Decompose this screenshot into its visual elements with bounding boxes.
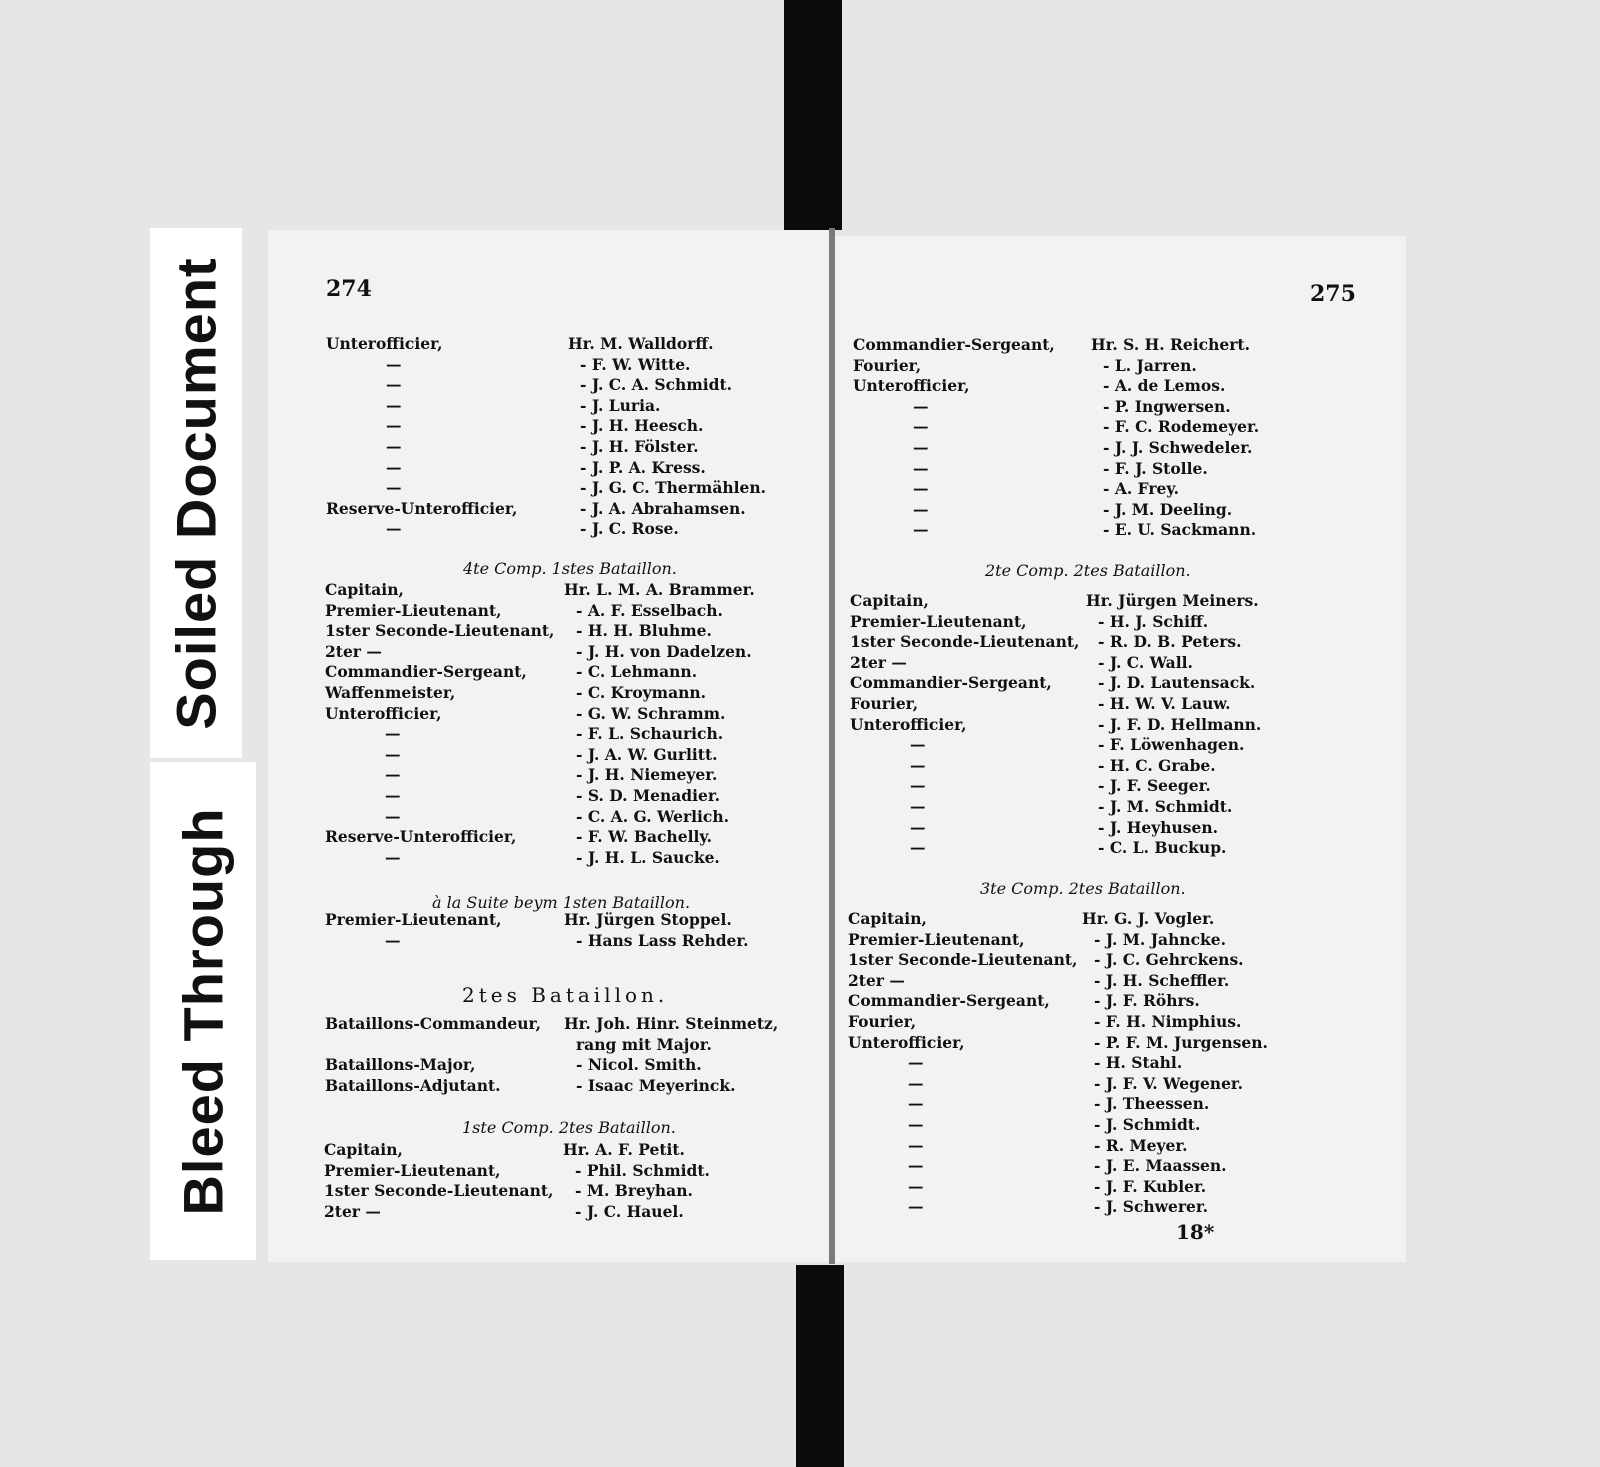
roster-rank: Premier-Lieutenant, xyxy=(848,930,1025,949)
roster-row xyxy=(326,355,786,375)
roster-row xyxy=(325,1076,785,1096)
roster-row xyxy=(324,1181,784,1201)
roster-rank: — xyxy=(913,417,929,436)
label-soiled-text: Soiled Document xyxy=(164,256,228,730)
heading-suite: à la Suite beym 1sten Bataillon. xyxy=(432,893,691,912)
roster-rank: Reserve-Unterofficier, xyxy=(326,499,518,518)
roster-rank: 1ster Seconde-Lieutenant, xyxy=(848,950,1078,969)
roster-rank: 2ter — xyxy=(848,971,905,990)
roster-name: - H. C. Grabe. xyxy=(1098,756,1216,775)
roster-row xyxy=(853,438,1313,458)
roster-rank: — xyxy=(908,1156,924,1175)
roster-name: - Hans Lass Rehder. xyxy=(576,931,749,950)
roster-row xyxy=(848,1074,1308,1094)
roster-name: - P. F. M. Jurgensen. xyxy=(1094,1033,1268,1052)
roster-rank: — xyxy=(385,931,401,950)
roster-name: - F. H. Nimphius. xyxy=(1094,1012,1242,1031)
roster-rank: — xyxy=(913,459,929,478)
roster-name: - J. F. Seeger. xyxy=(1098,776,1211,795)
roster-row xyxy=(325,683,785,703)
roster-rank: Unterofficier, xyxy=(325,704,442,723)
roster-row xyxy=(848,909,1308,929)
signature-mark: 18* xyxy=(1176,1220,1215,1244)
roster-rank: — xyxy=(908,1053,924,1072)
roster-rank: Commandier-Sergeant, xyxy=(848,991,1050,1010)
roster-rank: — xyxy=(386,375,402,394)
roster-row xyxy=(326,458,786,478)
roster-rank: — xyxy=(910,756,926,775)
roster-name: - H. H. Bluhme. xyxy=(576,621,712,640)
roster-row xyxy=(325,1055,785,1075)
roster-name: - J. A. W. Gurlitt. xyxy=(576,745,718,764)
roster-row xyxy=(325,827,785,847)
roster-name: Hr. S. H. Reichert. xyxy=(1091,335,1250,354)
roster-row xyxy=(848,1156,1308,1176)
roster-name: - P. Ingwersen. xyxy=(1103,397,1231,416)
roster-rank: — xyxy=(386,355,402,374)
roster-row xyxy=(850,612,1310,632)
heading-3te-comp: 3te Comp. 2tes Bataillon. xyxy=(980,879,1186,898)
roster-name: - J. Schwerer. xyxy=(1094,1197,1209,1216)
roster-row xyxy=(848,1053,1308,1073)
roster-name: - R. Meyer. xyxy=(1094,1136,1188,1155)
roster-row xyxy=(850,715,1310,735)
roster-row xyxy=(850,632,1310,652)
roster-name: - C. A. G. Werlich. xyxy=(576,807,730,826)
roster-row xyxy=(326,478,786,498)
roster-row xyxy=(324,1140,784,1160)
roster-rank: Unterofficier, xyxy=(326,334,443,353)
roster-name: - M. Breyhan. xyxy=(575,1181,693,1200)
roster-row xyxy=(848,950,1308,970)
roster-row xyxy=(325,745,785,765)
roster-row xyxy=(325,765,785,785)
roster-row xyxy=(324,1161,784,1181)
binding-bar-top xyxy=(784,0,842,230)
roster-name: Hr. Jürgen Meiners. xyxy=(1086,591,1259,610)
roster-rank: Premier-Lieutenant, xyxy=(324,1161,501,1180)
roster-row xyxy=(325,642,785,662)
roster-rank: Fourier, xyxy=(848,1012,917,1031)
roster-row xyxy=(850,838,1310,858)
roster-name: - Phil. Schmidt. xyxy=(575,1161,710,1180)
roster-rank: Unterofficier, xyxy=(848,1033,965,1052)
roster-row xyxy=(325,931,785,951)
roster-rank: Unterofficier, xyxy=(853,376,970,395)
roster-name: - J. P. A. Kress. xyxy=(580,458,706,477)
roster-row xyxy=(325,601,785,621)
roster-name: - J. C. A. Schmidt. xyxy=(580,375,733,394)
roster-name: - J. A. Abrahamsen. xyxy=(580,499,746,518)
label-bleed-text: Bleed Through xyxy=(171,806,235,1216)
roster-row xyxy=(848,1136,1308,1156)
roster-row xyxy=(853,479,1313,499)
roster-rank: Bataillons-Adjutant. xyxy=(325,1076,501,1095)
roster-rank: Fourier, xyxy=(853,356,922,375)
roster-rank: Commandier-Sergeant, xyxy=(325,662,527,681)
roster-rank: 2ter — xyxy=(325,642,382,661)
roster-rank: — xyxy=(910,735,926,754)
roster-rank: 1ster Seconde-Lieutenant, xyxy=(850,632,1080,651)
roster-name: - J. H. Fölster. xyxy=(580,437,699,456)
roster-row xyxy=(324,1202,784,1222)
roster-name: - Nicol. Smith. xyxy=(576,1055,702,1074)
roster-rank: — xyxy=(385,724,401,743)
roster-row xyxy=(848,1177,1308,1197)
roster-name: - A. de Lemos. xyxy=(1103,376,1226,395)
roster-rank: — xyxy=(385,765,401,784)
roster-name: - J. F. D. Hellmann. xyxy=(1098,715,1262,734)
roster-rank: — xyxy=(908,1177,924,1196)
roster-row xyxy=(325,807,785,827)
roster-row xyxy=(325,786,785,806)
roster-rank: Premier-Lieutenant, xyxy=(325,910,502,929)
roster-rank: — xyxy=(386,437,402,456)
roster-row xyxy=(848,930,1308,950)
roster-name: - J. D. Lautensack. xyxy=(1098,673,1256,692)
roster-rank: Commandier-Sergeant, xyxy=(853,335,1055,354)
roster-rank: 1ster Seconde-Lieutenant, xyxy=(324,1181,554,1200)
roster-name: Hr. L. M. A. Brammer. xyxy=(564,580,755,599)
roster-name: - A. Frey. xyxy=(1103,479,1180,498)
roster-name: - J. E. Maassen. xyxy=(1094,1156,1227,1175)
roster-name: - Isaac Meyerinck. xyxy=(576,1076,736,1095)
roster-name: - J. M. Jahncke. xyxy=(1094,930,1227,949)
roster-rank: Capitain, xyxy=(324,1140,403,1159)
roster-row xyxy=(848,971,1308,991)
roster-rank: Capitain, xyxy=(850,591,929,610)
roster-row xyxy=(850,653,1310,673)
roster-name: - C. Kroymann. xyxy=(576,683,707,702)
roster-rank: Reserve-Unterofficier, xyxy=(325,827,517,846)
roster-name: Hr. Joh. Hinr. Steinmetz, xyxy=(564,1014,779,1033)
heading-2te-comp: 2te Comp. 2tes Bataillon. xyxy=(985,561,1191,580)
roster-name: - L. Jarren. xyxy=(1103,356,1197,375)
roster-name: - S. D. Menadier. xyxy=(576,786,721,805)
roster-rank: — xyxy=(385,745,401,764)
roster-name: - F. C. Rodemeyer. xyxy=(1103,417,1260,436)
roster-row xyxy=(325,724,785,744)
roster-rank: — xyxy=(386,519,402,538)
roster-rank: — xyxy=(908,1197,924,1216)
roster-rank: — xyxy=(385,848,401,867)
roster-row xyxy=(325,580,785,600)
roster-rank: — xyxy=(386,396,402,415)
roster-rank: 1ster Seconde-Lieutenant, xyxy=(325,621,555,640)
roster-row xyxy=(853,335,1313,355)
roster-row xyxy=(853,520,1313,540)
roster-rank: — xyxy=(913,438,929,457)
heading-1ste-comp: 1ste Comp. 2tes Bataillon. xyxy=(462,1118,676,1137)
heading-4te-comp: 4te Comp. 1stes Bataillon. xyxy=(463,559,677,578)
binding-bar-bottom xyxy=(796,1265,844,1467)
roster-name: Hr. Jürgen Stoppel. xyxy=(564,910,732,929)
roster-rank: Waffenmeister, xyxy=(325,683,456,702)
roster-rank: — xyxy=(913,520,929,539)
roster-rank: — xyxy=(910,818,926,837)
roster-row xyxy=(325,662,785,682)
roster-name: - J. M. Deeling. xyxy=(1103,500,1233,519)
roster-row xyxy=(326,519,786,539)
roster-rank: — xyxy=(385,786,401,805)
roster-rank: — xyxy=(385,807,401,826)
roster-name: - H. W. V. Lauw. xyxy=(1098,694,1231,713)
roster-name: - J. H. Heesch. xyxy=(580,416,704,435)
roster-rank: Fourier, xyxy=(850,694,919,713)
roster-row xyxy=(326,334,786,354)
roster-rank: — xyxy=(910,838,926,857)
roster-rank: — xyxy=(913,479,929,498)
roster-rank: — xyxy=(386,458,402,477)
roster-rank: Capitain, xyxy=(325,580,404,599)
roster-rank: — xyxy=(913,500,929,519)
roster-name: - A. F. Esselbach. xyxy=(576,601,723,620)
label-soiled-document xyxy=(150,228,242,758)
roster-row xyxy=(325,621,785,641)
roster-row xyxy=(848,991,1308,1011)
roster-name: - H. Stahl. xyxy=(1094,1053,1183,1072)
roster-rank: — xyxy=(910,776,926,795)
roster-name: - F. L. Schaurich. xyxy=(576,724,724,743)
roster-row xyxy=(848,1012,1308,1032)
roster-row xyxy=(853,500,1313,520)
roster-name: - J. G. C. Thermählen. xyxy=(580,478,767,497)
roster-row xyxy=(853,459,1313,479)
roster-row xyxy=(853,397,1313,417)
roster-row xyxy=(325,1014,785,1034)
roster-row xyxy=(326,396,786,416)
roster-name: - J. F. Kubler. xyxy=(1094,1177,1207,1196)
roster-name: - H. J. Schiff. xyxy=(1098,612,1209,631)
roster-name: - J. C. Wall. xyxy=(1098,653,1193,672)
label-bleed-through xyxy=(150,762,256,1260)
roster-rank: — xyxy=(386,478,402,497)
roster-name: - J. C. Hauel. xyxy=(575,1202,684,1221)
roster-name: - E. U. Sackmann. xyxy=(1103,520,1257,539)
roster-row xyxy=(850,591,1310,611)
roster-row xyxy=(325,848,785,868)
roster-name: Hr. M. Walldorff. xyxy=(568,334,714,353)
roster-name: - R. D. B. Peters. xyxy=(1098,632,1242,651)
roster-name: - J. H. L. Saucke. xyxy=(576,848,720,867)
roster-row xyxy=(850,673,1310,693)
roster-row xyxy=(325,1035,785,1055)
roster-row xyxy=(853,356,1313,376)
roster-rank: Unterofficier, xyxy=(850,715,967,734)
roster-rank: Premier-Lieutenant, xyxy=(325,601,502,620)
roster-row xyxy=(326,375,786,395)
roster-row xyxy=(326,437,786,457)
roster-rank: — xyxy=(908,1094,924,1113)
roster-name: - J. H. Niemeyer. xyxy=(576,765,718,784)
roster-name: - J. C. Rose. xyxy=(580,519,679,538)
roster-name: - C. Lehmann. xyxy=(576,662,698,681)
roster-row xyxy=(850,694,1310,714)
roster-name: - J. H. von Dadelzen. xyxy=(576,642,752,661)
roster-name: - J. M. Schmidt. xyxy=(1098,797,1233,816)
roster-row xyxy=(326,499,786,519)
roster-row xyxy=(848,1197,1308,1217)
roster-row xyxy=(850,818,1310,838)
roster-row xyxy=(850,735,1310,755)
roster-rank: Bataillons-Commandeur, xyxy=(325,1014,541,1033)
heading-2tes-bataillon: 2tes Bataillon. xyxy=(462,983,669,1007)
roster-row xyxy=(850,776,1310,796)
roster-name: - J. F. Röhrs. xyxy=(1094,991,1200,1010)
roster-name: - F. Löwenhagen. xyxy=(1098,735,1245,754)
roster-row xyxy=(848,1094,1308,1114)
roster-rank: — xyxy=(386,416,402,435)
roster-name: - J. H. Scheffler. xyxy=(1094,971,1230,990)
roster-name: - J. Heyhusen. xyxy=(1098,818,1219,837)
roster-name: - J. Schmidt. xyxy=(1094,1115,1201,1134)
roster-rank: 2ter — xyxy=(850,653,907,672)
roster-row xyxy=(850,756,1310,776)
roster-row xyxy=(853,376,1313,396)
roster-name: - J. Luria. xyxy=(580,396,661,415)
roster-row xyxy=(325,704,785,724)
roster-row xyxy=(326,416,786,436)
roster-row xyxy=(848,1115,1308,1135)
roster-rank: Capitain, xyxy=(848,909,927,928)
roster-rank: Premier-Lieutenant, xyxy=(850,612,1027,631)
page-number-right: 275 xyxy=(1310,281,1356,307)
roster-rank: — xyxy=(913,397,929,416)
roster-name: rang mit Major. xyxy=(576,1035,712,1054)
roster-name: - J. J. Schwedeler. xyxy=(1103,438,1253,457)
roster-rank: 2ter — xyxy=(324,1202,381,1221)
roster-rank: — xyxy=(908,1074,924,1093)
roster-row xyxy=(325,910,785,930)
roster-row xyxy=(850,797,1310,817)
roster-rank: — xyxy=(910,797,926,816)
roster-name: - F. W. Bachelly. xyxy=(576,827,712,846)
roster-row xyxy=(853,417,1313,437)
roster-rank: — xyxy=(908,1115,924,1134)
roster-name: - J. Theessen. xyxy=(1094,1094,1210,1113)
roster-rank: — xyxy=(908,1136,924,1155)
roster-name: - J. C. Gehrckens. xyxy=(1094,950,1244,969)
roster-name: Hr. G. J. Vogler. xyxy=(1082,909,1215,928)
roster-name: Hr. A. F. Petit. xyxy=(563,1140,685,1159)
roster-rank: Commandier-Sergeant, xyxy=(850,673,1052,692)
roster-row xyxy=(848,1033,1308,1053)
roster-name: - C. L. Buckup. xyxy=(1098,838,1227,857)
page-gutter xyxy=(829,228,835,1264)
roster-name: - G. W. Schramm. xyxy=(576,704,726,723)
roster-name: - F. J. Stolle. xyxy=(1103,459,1208,478)
roster-name: - J. F. V. Wegener. xyxy=(1094,1074,1244,1093)
page-number-left: 274 xyxy=(326,276,372,302)
roster-name: - F. W. Witte. xyxy=(580,355,691,374)
roster-rank: Bataillons-Major, xyxy=(325,1055,476,1074)
